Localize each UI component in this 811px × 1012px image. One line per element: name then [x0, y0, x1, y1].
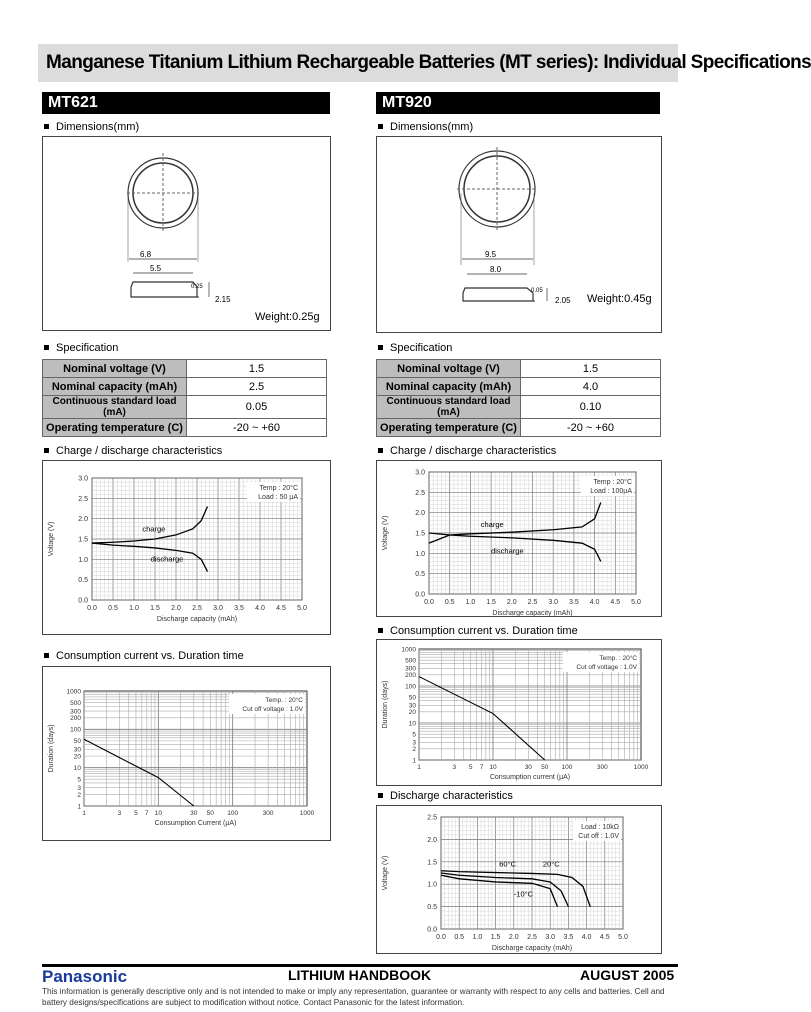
x-tick-label: 1.0: [465, 599, 476, 606]
y-axis-label: Voltage (V): [382, 515, 389, 551]
table-row: Nominal voltage (V) 1.5: [43, 360, 327, 378]
x-tick-label: 2.0: [506, 599, 517, 606]
y-tick-label: 0.5: [427, 904, 437, 912]
chart-box-cd-mt920: [376, 460, 662, 617]
y-tick-label: 2.5: [415, 489, 425, 497]
table-row: Operating temperature (C) -20 ~ +60: [377, 419, 661, 437]
y-tick-label: 3: [412, 739, 416, 747]
y-tick-label: 0.0: [415, 591, 425, 599]
curve-label-60c: 60°C: [499, 859, 517, 869]
model-name: MT621: [48, 94, 98, 111]
bullet-icon: [378, 124, 383, 129]
x-tick-label: 0.0: [424, 599, 434, 606]
y-tick-label: 0.5: [78, 577, 88, 585]
x-tick-label: 10: [154, 810, 162, 817]
bullet-icon: [378, 628, 383, 633]
y-axis-label: Duration (days): [382, 680, 389, 729]
x-tick-label: 0.5: [108, 605, 118, 612]
page-title-bar: [38, 44, 811, 82]
x-tick-label: 0.0: [87, 605, 97, 612]
y-tick-label: 1.5: [427, 859, 437, 867]
chart-box-cd-mt621: [42, 460, 331, 635]
y-tick-label: 50: [73, 738, 81, 746]
model-header-mt621: [42, 92, 330, 114]
y-tick-label: 1.0: [78, 556, 88, 564]
curve-label-minus10c: -10°C: [513, 889, 534, 899]
section-consumption-mt920: Consumption current vs. Duration time: [378, 625, 578, 637]
y-tick-label: 5: [77, 776, 81, 784]
chart-consumption-mt920: [377, 640, 661, 785]
legend-cutoff: Cut off : 1.0V: [578, 833, 619, 840]
y-tick-label: 5: [412, 731, 416, 739]
y-tick-label: 100: [405, 683, 416, 691]
section-charge-discharge-mt621: Charge / discharge characteristics: [44, 445, 222, 457]
y-tick-label: 300: [70, 708, 81, 716]
x-tick-label: 4.5: [599, 934, 610, 941]
brand-logo: Panasonic: [42, 967, 128, 986]
y-tick-label: 200: [405, 672, 416, 680]
bullet-icon: [378, 793, 383, 798]
x-tick-label: 1: [417, 764, 421, 771]
charge-label: charge: [480, 519, 504, 529]
y-tick-label: 50: [408, 694, 416, 702]
chart-box-cons-mt920: [376, 639, 662, 786]
dim-diameter: 6.8: [140, 250, 152, 259]
y-tick-label: 2.0: [78, 516, 88, 524]
y-tick-label: 30: [408, 702, 416, 710]
x-tick-label: 300: [262, 810, 274, 817]
x-tick-label: 10: [489, 764, 497, 771]
table-row: Operating temperature (C) -20 ~ +60: [43, 419, 327, 437]
curve-label-20c: 20°C: [542, 859, 560, 869]
y-tick-label: 2.0: [415, 510, 425, 518]
legend-temp: Temp : 20°C: [593, 479, 632, 486]
model-header-mt920: [376, 92, 660, 114]
x-tick-label: 3: [452, 764, 457, 771]
dim-inner-diameter: 5.5: [150, 264, 162, 273]
chart-charge-discharge-mt920: [377, 461, 661, 616]
y-tick-label: 20: [73, 753, 81, 761]
x-tick-label: 3.5: [569, 599, 579, 606]
weight-label: Weight:0.45g: [587, 293, 652, 305]
table-row: Nominal capacity (mAh) 4.0: [377, 378, 661, 396]
chart-charge-discharge-mt621: [43, 461, 330, 634]
page-title: Manganese Titanium Lithium Rechargeable Batteries (MT series): Individual Specifications: [46, 52, 811, 73]
table-row: Continuous standard load (mA) 0.10: [377, 396, 661, 419]
x-tick-label: 3: [117, 810, 122, 817]
legend-temp: Temp. : 20°C: [265, 697, 303, 704]
dimensions-box-mt920: [376, 136, 662, 333]
y-tick-label: 0.0: [427, 926, 437, 934]
y-tick-label: 2.0: [427, 836, 437, 844]
y-tick-label: 1000: [66, 688, 81, 696]
x-tick-label: 5.0: [631, 599, 641, 606]
x-tick-label: 1.5: [486, 599, 496, 606]
legend-load: Load : 100µA: [590, 488, 632, 495]
section-discharge-mt920: Discharge characteristics: [378, 790, 513, 802]
section-specification-mt621: Specification: [44, 342, 118, 354]
x-tick-label: 30: [190, 810, 198, 817]
x-tick-label: 3.0: [545, 934, 556, 941]
x-axis-label: Discharge capacity (mAh): [156, 616, 238, 623]
section-specification-mt920: Specification: [378, 342, 452, 354]
x-tick-label: 100: [561, 764, 573, 771]
x-tick-label: 4.5: [276, 605, 286, 612]
y-tick-label: 1.0: [415, 550, 425, 558]
y-tick-label: 500: [70, 699, 81, 707]
bullet-icon: [378, 448, 383, 453]
y-tick-label: 3.0: [415, 469, 425, 477]
y-axis-label: Voltage (V): [382, 855, 389, 891]
weight-label: Weight:0.25g: [255, 311, 320, 323]
section-dimensions-mt621: Dimensions(mm): [44, 121, 139, 133]
dim-thickness: 0.05: [531, 288, 543, 294]
legend-temp: Temp. : 20°C: [599, 655, 637, 662]
x-axis-label: Discharge capacity (mAh): [492, 610, 573, 617]
x-tick-label: 4.0: [581, 934, 592, 941]
y-tick-label: 2: [412, 746, 416, 754]
y-tick-label: 500: [405, 657, 416, 665]
y-tick-label: 200: [70, 715, 81, 723]
x-tick-label: 5.0: [618, 934, 628, 941]
y-tick-label: 2: [77, 791, 81, 799]
y-tick-label: 0.5: [415, 571, 425, 579]
chart-box-cons-mt621: [42, 666, 331, 841]
y-tick-label: 1: [412, 757, 416, 765]
x-tick-label: 50: [541, 764, 549, 771]
dim-inner-diameter: 8.0: [490, 265, 502, 274]
y-axis-label: Voltage (V): [48, 521, 55, 557]
dimensions-box-mt621: [42, 136, 331, 331]
x-tick-label: 5.0: [297, 605, 307, 612]
dim-diameter: 9.5: [485, 250, 497, 259]
x-tick-label: 1.5: [490, 934, 501, 941]
x-tick-label: 4.5: [610, 599, 621, 606]
chart-consumption-mt621: [43, 667, 330, 840]
x-tick-label: 50: [206, 810, 214, 817]
y-tick-label: 1.0: [427, 881, 437, 889]
charge-label: charge: [142, 524, 166, 534]
x-tick-label: 2.5: [527, 599, 538, 606]
x-tick-label: 3.0: [548, 599, 559, 606]
x-tick-label: 100: [227, 810, 239, 817]
x-tick-label: 2.5: [527, 934, 537, 941]
y-tick-label: 1.5: [78, 536, 88, 544]
discharge-label: discharge: [150, 554, 184, 564]
x-tick-label: 3.5: [234, 605, 244, 612]
dimension-drawing-mt621: [43, 137, 330, 330]
legend-load: Load : 10kΩ: [581, 824, 619, 831]
x-tick-label: 1.0: [129, 605, 139, 612]
x-tick-label: 1: [82, 810, 86, 817]
y-tick-label: 1.5: [415, 530, 425, 538]
x-tick-label: 7: [479, 764, 484, 771]
spec-table-mt920: [376, 359, 661, 437]
bullet-icon: [44, 345, 49, 350]
x-tick-label: 3.5: [563, 934, 574, 941]
x-tick-label: 300: [596, 764, 608, 771]
y-tick-label: 2.5: [427, 814, 437, 822]
y-tick-label: 10: [73, 764, 81, 772]
x-tick-label: 4.0: [589, 599, 600, 606]
y-tick-label: 10: [408, 720, 416, 728]
disclaimer-text: This information is generally descriptive only and is not intended to make or imply any representation, guarantee or warranty with respect to any cells and batteries. Cell and battery designs/specifications are subject to modification without notice. Contact Panasonic for the latest information.: [42, 987, 665, 1007]
handbook-title: LITHIUM HANDBOOK: [288, 967, 432, 983]
discharge-label: discharge: [491, 546, 524, 556]
bullet-icon: [378, 345, 383, 350]
y-tick-label: 20: [408, 709, 416, 717]
x-tick-label: 2.0: [508, 934, 519, 941]
x-tick-label: 1000: [299, 810, 315, 817]
y-axis-label: Duration (days): [48, 724, 55, 773]
x-tick-label: 2.0: [171, 605, 181, 612]
legend-temp: Temp : 20°C: [259, 485, 298, 492]
table-row: Nominal capacity (mAh) 2.5: [43, 378, 327, 396]
x-axis-label: Consumption Current (µA): [154, 820, 237, 827]
chart-box-dis-mt920: [376, 805, 662, 954]
y-tick-label: 3.0: [78, 475, 88, 483]
y-tick-label: 300: [405, 665, 416, 673]
bullet-icon: [44, 653, 49, 658]
y-tick-label: 3: [77, 785, 81, 793]
y-tick-label: 0.0: [78, 597, 88, 605]
x-tick-label: 0.5: [444, 599, 455, 606]
dim-height: 2.05: [555, 296, 571, 305]
x-tick-label: 2.5: [192, 605, 202, 612]
x-tick-label: 5: [134, 810, 138, 817]
y-tick-label: 1: [77, 803, 81, 811]
y-tick-label: 30: [73, 746, 81, 754]
section-charge-discharge-mt920: Charge / discharge characteristics: [378, 445, 556, 457]
model-name: MT920: [382, 94, 432, 111]
spec-table-mt621: [42, 359, 327, 437]
chart-discharge-mt920: [377, 806, 661, 953]
x-tick-label: 1.5: [150, 605, 160, 612]
section-consumption-mt621: Consumption current vs. Duration time: [44, 650, 244, 662]
x-tick-label: 5: [468, 764, 473, 771]
publication-date: AUGUST 2005: [580, 967, 675, 983]
bullet-icon: [44, 124, 49, 129]
legend-load: Load : 50 µA: [258, 494, 298, 501]
x-axis-label: Consumption current (µA): [489, 774, 571, 781]
bullet-icon: [44, 448, 49, 453]
x-tick-label: 3.0: [213, 605, 223, 612]
y-tick-label: 100: [70, 726, 81, 734]
y-tick-label: 2.5: [78, 495, 88, 503]
x-tick-label: 4.0: [255, 605, 265, 612]
x-tick-label: 0.0: [436, 934, 446, 941]
x-tick-label: 30: [524, 764, 532, 771]
x-tick-label: 1.0: [472, 934, 483, 941]
legend-cutoff: Cut off voltage : 1.0V: [242, 706, 303, 713]
dim-thickness: 0.25: [191, 284, 203, 290]
legend-cutoff: Cut off voltage : 1.0V: [576, 664, 637, 671]
x-tick-label: 1000: [633, 764, 649, 771]
y-tick-label: 1000: [401, 646, 416, 654]
dim-height: 2.15: [215, 295, 231, 304]
section-dimensions-mt920: Dimensions(mm): [378, 121, 473, 133]
table-row: Nominal voltage (V) 1.5: [377, 360, 661, 378]
x-tick-label: 7: [145, 810, 149, 817]
x-axis-label: Discharge capacity (mAh): [491, 945, 573, 952]
table-row: Continuous standard load (mA) 0.05: [43, 396, 327, 419]
x-tick-label: 0.5: [454, 934, 465, 941]
